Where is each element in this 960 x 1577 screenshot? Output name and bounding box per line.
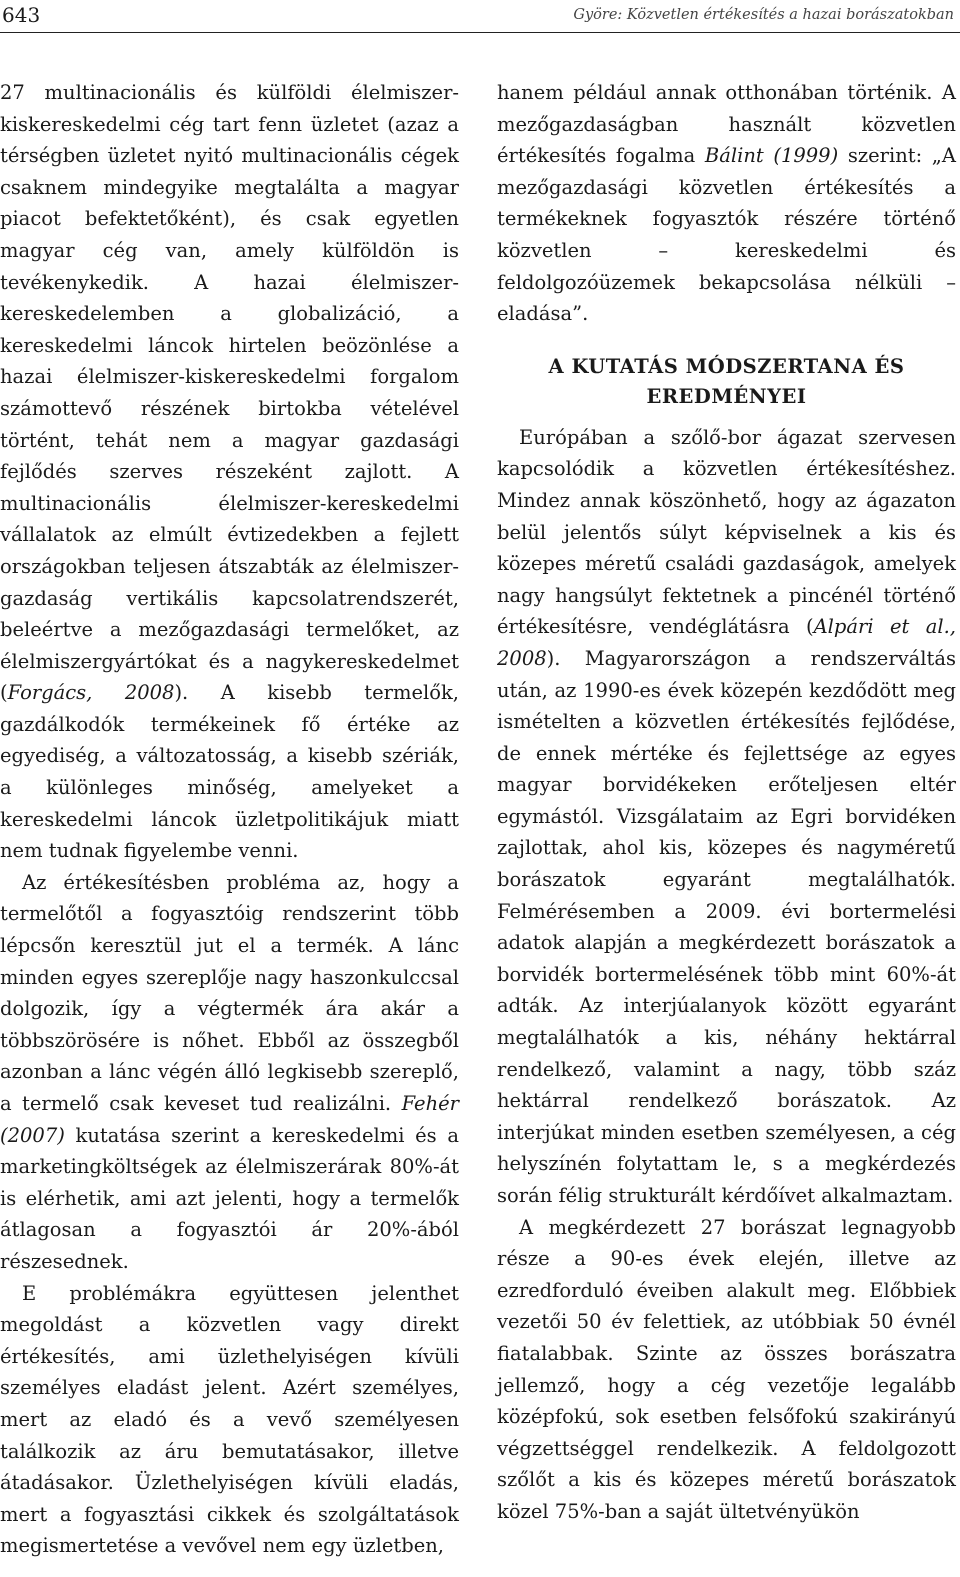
- paragraph: [497, 422, 956, 1212]
- citation: Alpári et al., 2008: [497, 615, 956, 670]
- citation: Fehér (2007): [0, 1092, 459, 1147]
- paragraph: [0, 77, 459, 867]
- text-run: E problémákra együttesen jelenthet megoldást a közvetlen vagy direkt értékesítés, ami üzlethelyiségen kívüli személyes eladást jelent. Azért személyes, mert az eladó és a vevő személyesen találkozik az áru bemutatásakor, illetve átadásakor. Üzlethelyiségen kívüli eladás, mert a fogyasztási cikkek és szolgáltatások megismertetése a vevővel nem egy üzletben,: [0, 1281, 459, 1558]
- left-column: [0, 77, 459, 1562]
- section-heading: A KUTATÁS MÓDSZERTANA ÉS EREDMÉNYEI: [548, 354, 905, 408]
- paragraph: [497, 77, 956, 330]
- text-run: Európában a szőlő-bor ágazat szervesen kapcsolódik a közvetlen értékesítéshez. Mindez annak köszönhető, hogy az ágazaton belül jelentős súlyt képviselnek a kis és közepes méretű családi gazdaságok, amelyek nagy hangsúlyt fektetnek a pincénél történő értékesítésre, vendéglátásra (: [497, 425, 956, 639]
- paragraph: [497, 1212, 956, 1528]
- text-run: hanem például annak otthonában történik. A mezőgazdaságban használt közvetlen értékesítés fogalma: [497, 81, 956, 168]
- text-run: ). Magyarországon a rendszerváltás után, az 1990-es évek közepén kezdődött meg ismételten a közvetlen értékesítés fejlődése, de ennek mértéke és fejlettsége az egyes magyar borvidékeken erőteljesen eltér egymástól. Vizsgálataim az Egri borvidéken zajlottak, ahol kis, közepes és nagyméretű borászatok egyaránt megtalálhatók. Felmérésemben a 2009. évi bortermelési adatok alapján a megkérdezett borászatok a borvidék bortermelésének több mint 60%-át adták. Az interjúalanyok között egyaránt megtalálhatók a kis, néhány hektárral rendelkező, valamint a nagy, több száz hektárral rendelkező borászatok. Az interjúkat minden esetben személyesen, a cég helyszínén folytattam le, s a megkérdezés során félig strukturált kérdőívet alkalmaztam.: [497, 646, 956, 1207]
- text-run: kutatása szerint a kereskedelmi és a marketingköltségek az élelmiszerárak 80%-át is elérhetik, ami azt jelenti, hogy a termelők átlagosan a fogyasztói ár 20%-ából részesednek.: [0, 1123, 459, 1273]
- text-run: Az értékesítésben probléma az, hogy a termelőtől a fogyasztóig rendszerint több lépcsőn keresztül jut el a termék. A lánc minden egyes szereplője nagy haszonkulccsal dolgozik, így a végtermék ára akár a többszörösére is nőhet. Ebből az összegből azonban a lánc végén álló legkisebb szereplő, a termelő csak keveset tud realizálni.: [0, 870, 459, 1115]
- running-head: Györe: Közvetlen értékesítés a hazai borászatokban: [573, 7, 954, 23]
- text-run: szerint: „A mezőgazdasági közvetlen értékesítés a termékeknek fogyasztók részére történő közvetlen – kereskedelmi és feldolgozóüzemek bekapcsolása nélküli – eladása”.: [497, 144, 956, 326]
- text-run: 27 multinacionális és külföldi élelmiszerkiskereskedelmi cég tart fenn üzletet (azaz a térségben üzletet nyitó multinacionális cégek csaknem mindegyike megtalálta a magyar piacot befektetőként), és csak egyetlen magyar cég van, amely külföldön is tevékenykedik. A hazai élelmiszer-kereskedelemben a globalizáció, a kereskedelmi láncok hirtelen beözönlése a hazai élelmiszer-kiskereskedelmi forgalom számottevő részének birtokba vételével történt, tehát nem a magyar gazdasági fejlődés szerves részeként zajlott. A multinacionális élelmiszer-kereskedelmi vállalatok az elmúlt évtizedekben a fejlett országokban teljesen átszabták az élelmiszer-gazdaság vertikális kapcsolatrendszerét, beleértve a mezőgazdasági termelőket, az élelmiszergyártókat és a nagykereskedelmet (: [0, 81, 459, 705]
- page-number: 643: [2, 3, 41, 27]
- text-run: ). A kisebb termelők, gazdálkodók termékeinek fő értéke az egyediség, a változatosság, a kisebb szériák, a különleges minőség, amelyeket a kereskedelmi láncok üzletpolitikájuk miatt nem tudnak figyelembe venni.: [0, 681, 459, 863]
- right-column: [497, 77, 956, 1528]
- page-header: [0, 0, 960, 33]
- paragraph: [0, 867, 459, 1278]
- text-run: A megkérdezett 27 borászat legnagyobb része a 90-es évek elején, illetve az ezredforduló éveiben alakult meg. Előbbiek vezetői 50 év felettiek, az utóbbiak 50 évnél fiatalabbak. Szinte az összes borászatra jellemző, hogy a cég vezetője legalább középfokú, sok esetben felsőfokú szakirányú végzettséggel rendelkezik. A feldolgozott szőlőt a kis és közepes méretű borászatok közel 75%-ban a saját ültetvényükön: [497, 1215, 956, 1523]
- citation: Bálint (1999): [704, 144, 839, 168]
- citation: Forgács, 2008: [7, 681, 175, 705]
- paragraph: [0, 1278, 459, 1562]
